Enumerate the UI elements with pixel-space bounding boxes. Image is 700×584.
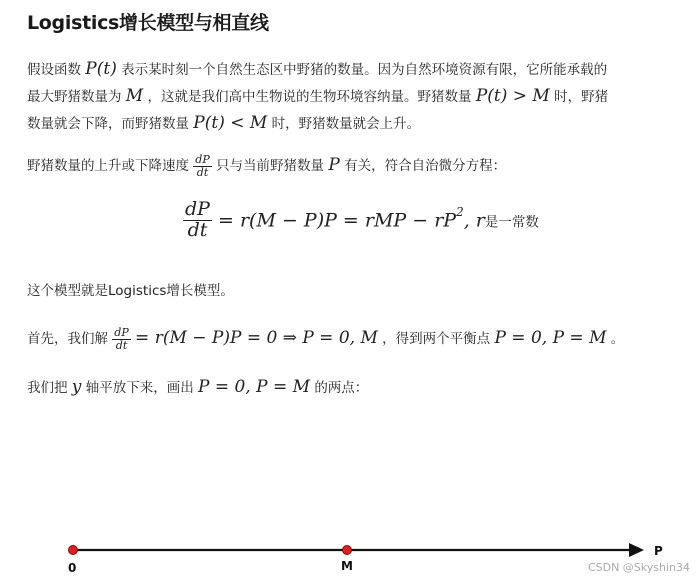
text: 这个模型就是Logistics增长模型。 — [27, 283, 234, 299]
math-inline: y — [71, 377, 82, 397]
math-inline: P — [328, 155, 340, 175]
text: 我们把 — [27, 380, 68, 396]
text: 数量就会下降，而野猪数量 — [27, 116, 189, 132]
equation-constant: , r — [463, 209, 485, 232]
fraction-numerator: dP — [195, 152, 210, 166]
math-inline: P(t) < M — [193, 113, 268, 133]
paragraph-4 — [27, 325, 624, 352]
fraction-numerator: dP — [185, 198, 210, 220]
text: 的两点： — [314, 380, 369, 396]
text: ，得到两个平衡点 — [382, 331, 491, 347]
text: 只与当前野猪数量 — [216, 158, 325, 174]
paragraph-3 — [27, 278, 234, 304]
text: 表示某时刻一个自然生态区中野猪的数量。因为自然环境资源有限，它所能承载的 — [121, 62, 608, 78]
equation-rhs: = r(M − P)P = rMP − rP — [218, 209, 457, 232]
text: 野猪数量的上升或下降速度 — [27, 158, 189, 174]
fraction-denominator: dt — [187, 218, 208, 241]
display-equation — [183, 200, 539, 241]
math-inline: P(t) > M — [475, 86, 550, 106]
fraction-denominator: dt — [196, 165, 209, 179]
math-inline: P = 0, P = M — [198, 377, 311, 397]
math-inline: P(t) — [85, 59, 117, 79]
fraction — [112, 327, 130, 351]
text: 时，野猪数量就会上升。 — [271, 116, 421, 132]
math-inline: P = 0, P = M — [494, 328, 607, 348]
article-title: Logistics增长模型与相直线 — [27, 12, 269, 34]
fraction — [193, 154, 211, 178]
axis-arrowhead-icon — [629, 543, 644, 557]
text: 。 — [610, 331, 625, 347]
math-inline: M — [125, 86, 144, 106]
text: 首先，我们解 — [27, 331, 108, 347]
fraction-denominator: dt — [115, 338, 128, 352]
text: 时，野猪 — [554, 89, 609, 105]
paragraph-1 — [27, 56, 692, 137]
watermark: CSDN @Skyshin34 — [587, 561, 690, 574]
point-label-m: M — [341, 559, 353, 573]
text: 最大野猪数量为 — [27, 89, 122, 105]
paragraph-2 — [27, 152, 506, 179]
equilibrium-point-m — [343, 546, 352, 555]
text: ，这就是我们高中生物说的生物环境容纳量。野猪数量 — [147, 89, 472, 105]
text: 有关，符合自治微分方程： — [344, 158, 507, 174]
text: 假设函数 — [27, 62, 81, 78]
paragraph-5 — [27, 374, 368, 401]
equation-note: 是一常数 — [484, 214, 539, 231]
equilibrium-point-zero — [69, 546, 78, 555]
point-label-zero: 0 — [68, 561, 77, 575]
text: 轴平放下来，画出 — [85, 380, 194, 396]
fraction — [183, 200, 212, 241]
math-inline: = r(M − P)P = 0 ⇒ P = 0, M — [135, 328, 378, 348]
fraction-numerator: dP — [114, 325, 129, 339]
axis-label-p: P — [654, 544, 663, 558]
equation-exponent: 2 — [456, 204, 464, 219]
